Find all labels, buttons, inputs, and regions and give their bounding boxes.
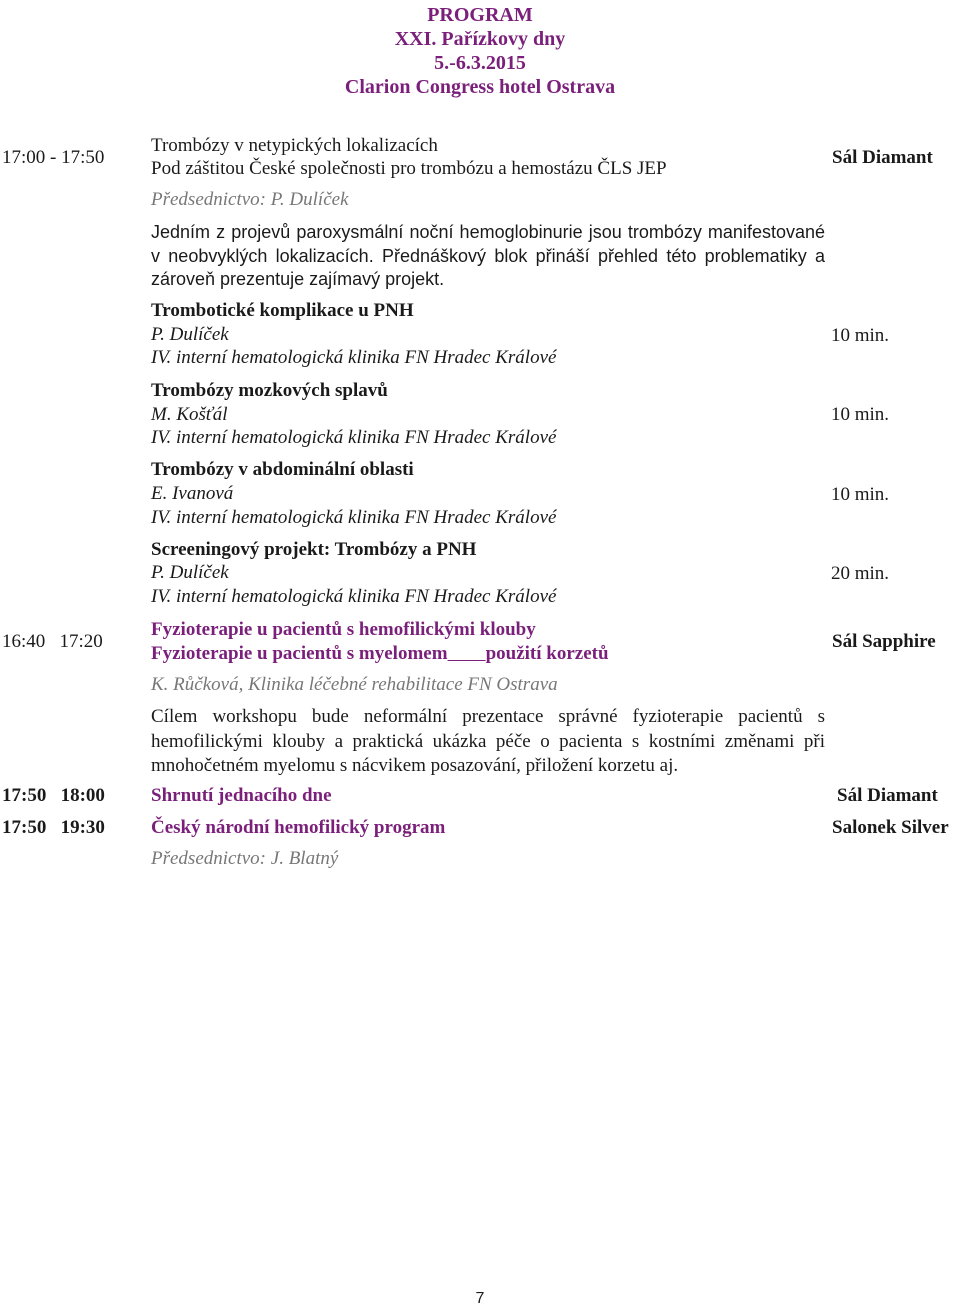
- session1-subtitle: Pod záštitou České společnosti pro trombózu a hemostázu ČLS JEP: [151, 158, 667, 179]
- talk4-duration: 20 min.: [831, 563, 890, 584]
- talk3-title: Trombózy v abdominální oblasti: [151, 459, 414, 480]
- talk4-affiliation: IV. interní hematologická klinika FN Hradec Králové: [151, 586, 557, 607]
- talk1-affiliation: IV. interní hematologická klinika FN Hradec Králové: [151, 347, 557, 368]
- talk2-duration: 10 min.: [831, 404, 890, 425]
- session3-room: Sál Diamant: [837, 785, 938, 806]
- talk3-affiliation: IV. interní hematologická klinika FN Hradec Králové: [151, 507, 557, 528]
- session2-title2-sub: použití korzetů: [485, 643, 609, 664]
- session2-speaker: K. Růčková, Klinika léčebné rehabilitace FN Ostrava: [151, 674, 558, 695]
- session1-room: Sál Diamant: [832, 147, 933, 168]
- session3-title: Shrnutí jednacího dne: [151, 785, 332, 806]
- session1-time: 17:00 - 17:50: [2, 147, 105, 168]
- header-program: PROGRAM: [427, 4, 533, 26]
- talk2-affiliation: IV. interní hematologická klinika FN Hradec Králové: [151, 427, 557, 448]
- session2-title2: [151, 643, 609, 665]
- header-event: XXI. Pařízkovy dny: [394, 28, 566, 50]
- session1-title: Trombózy v netypických lokalizacích: [151, 135, 438, 156]
- header-venue: Clarion Congress hotel Ostrava: [344, 76, 616, 98]
- session1-chair: Předsednictvo: P. Dulíček: [151, 189, 349, 210]
- session4-chair: Předsednictvo: J. Blatný: [151, 848, 339, 869]
- session3-time: 17:50 18:00: [2, 785, 105, 806]
- page-number: 7: [475, 1290, 485, 1307]
- session2-description: Cílem workshopu bude neformální prezentace správné fyzioterapie pacientů s hemofilickými klouby a praktická ukázka péče o pacienta s kostními změnami při mnohočetném myelomu s nácvikem posazování, přiložení korzetu aj.: [151, 706, 825, 776]
- talk2-title: Trombózy mozkových splavů: [151, 380, 388, 401]
- talk3-duration: 10 min.: [831, 484, 890, 505]
- session1-description: Jedním z projevů paroxysmální noční hemoglobinurie jsou trombózy manifestované v neobvyklých lokalizacích. Přednáškový blok přináší přehled této problematiky a zároveň prezentuje zajímavý projekt.: [151, 222, 825, 289]
- talk1-title: Trombotické komplikace u PNH: [151, 300, 414, 321]
- talk4-speaker: P. Dulíček: [151, 562, 229, 583]
- talk3-speaker: E. Ivanová: [151, 483, 234, 504]
- session2-title2-main: Fyzioterapie u pacientů s myelomem: [151, 643, 448, 664]
- session4-time: 17:50 19:30: [2, 817, 105, 838]
- session2-time: 16:40 17:20: [2, 631, 103, 652]
- session2-title1: Fyzioterapie u pacientů s hemofilickými klouby: [151, 619, 536, 640]
- session4-title: Český národní hemofilický program: [151, 817, 446, 838]
- talk2-speaker: M. Košťál: [151, 404, 228, 425]
- talk4-title: Screeningový projekt: Trombózy a PNH: [151, 539, 477, 560]
- talk1-speaker: P. Dulíček: [151, 324, 229, 345]
- session4-room: Salonek Silver: [832, 817, 949, 838]
- header-dates: 5.-6.3.2015: [434, 52, 526, 74]
- session2-room: Sál Sapphire: [832, 631, 936, 652]
- talk1-duration: 10 min.: [831, 325, 890, 346]
